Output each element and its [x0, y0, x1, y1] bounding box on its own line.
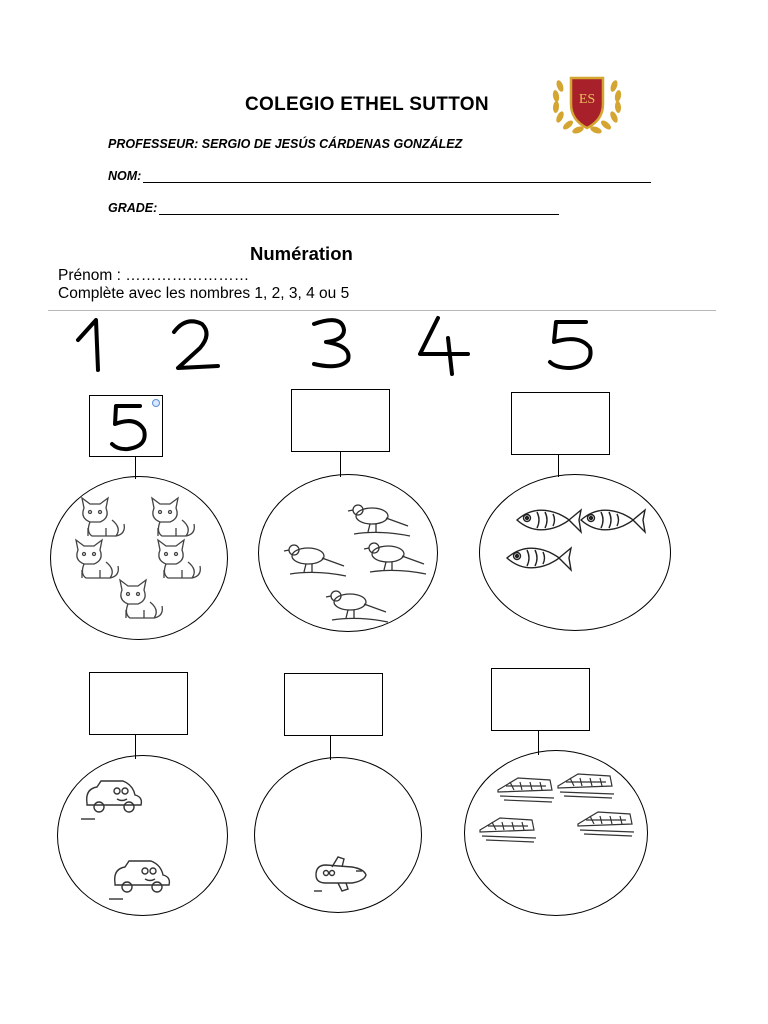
digit-5 — [550, 322, 591, 368]
answer-box-cats[interactable] — [89, 395, 163, 457]
car-icon — [81, 781, 141, 819]
cat-icon — [120, 580, 162, 618]
fish-icon — [517, 510, 581, 532]
cat-icon — [76, 540, 118, 578]
professor-line: PROFESSEUR: SERGIO DE JESÚS CÁRDENAS GONZÁLEZ — [108, 137, 463, 151]
worksheet-title: Numération — [250, 243, 353, 264]
divider-line — [48, 310, 716, 311]
birds-illustration — [258, 474, 438, 632]
digit-1 — [78, 320, 98, 370]
bird-icon — [364, 543, 426, 574]
logo-monogram: ES — [578, 92, 596, 107]
airplane-icon — [314, 857, 366, 891]
school-name: COLEGIO ETHEL SUTTON — [245, 94, 489, 115]
answer-box-birds[interactable] — [291, 389, 390, 452]
name-blank-line[interactable] — [143, 170, 651, 183]
digits-row — [60, 312, 620, 382]
train-icon — [480, 818, 536, 842]
grade-blank-line[interactable] — [159, 202, 559, 215]
trains-illustration — [464, 750, 648, 916]
fish-icon — [581, 510, 645, 532]
handle-dot[interactable] — [152, 399, 160, 407]
cars-illustration — [57, 755, 228, 916]
answer-box-trains[interactable] — [491, 668, 590, 731]
school-crest-logo — [546, 70, 628, 138]
name-field-row — [108, 169, 651, 183]
fish-icon — [507, 548, 571, 570]
grade-field-row — [108, 201, 559, 215]
answer-digit-5 — [90, 396, 162, 456]
digit-3 — [314, 320, 349, 366]
answer-box-airplane[interactable] — [284, 673, 383, 736]
bird-icon — [326, 591, 388, 622]
bird-icon — [284, 545, 346, 576]
train-icon — [578, 812, 634, 836]
train-icon — [558, 774, 614, 798]
airplane-illustration — [254, 757, 422, 913]
fish-illustration — [479, 474, 671, 631]
car-icon — [109, 861, 169, 899]
cat-icon — [152, 498, 194, 536]
answer-box-cars[interactable] — [89, 672, 188, 735]
digit-2 — [174, 321, 218, 368]
cats-illustration — [50, 476, 228, 640]
instruction-text: Complète avec les nombres 1, 2, 3, 4 ou 5 — [58, 285, 350, 302]
bird-icon — [348, 505, 410, 536]
train-icon — [498, 778, 554, 802]
cat-icon — [82, 498, 124, 536]
cat-icon — [158, 540, 200, 578]
first-name-line: Prénom : …………………… — [58, 267, 250, 284]
name-label: NOM: — [108, 169, 142, 183]
digit-4 — [420, 318, 468, 374]
answer-box-fish[interactable] — [511, 392, 610, 455]
grade-label: GRADE: — [108, 201, 158, 215]
